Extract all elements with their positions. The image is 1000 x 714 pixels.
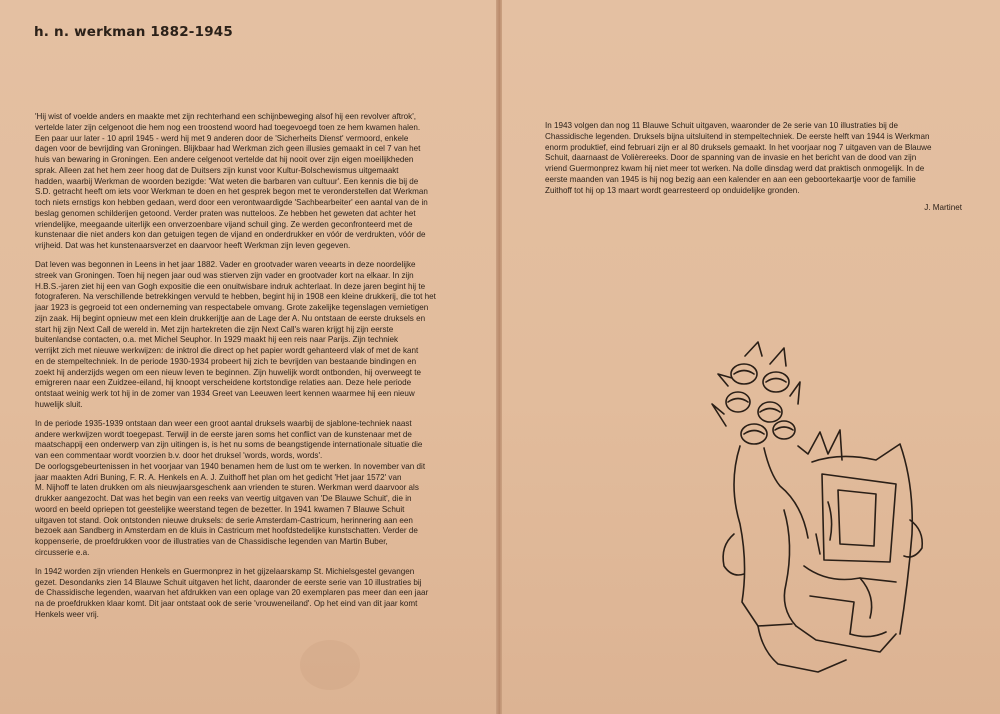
text-line: streek van Groningen. Toen hij negen jaar oud was stierven zijn vader en grootvader kort na elkaar. In zijn [35, 270, 414, 280]
text-line: vertelde later zijn celgenoot die hem nog een troostend woord had toegevoegd toen ze hem kwamen halen. [35, 122, 421, 132]
text-line: gezet. Desondanks zien 14 Blauwe Schuit uitgaven het licht, daaronder de eerste serie van 10 illustraties bij [35, 577, 422, 587]
text-line: In 1942 worden zijn vrienden Henkels en Guermonprez in het gijzelaarskamp St. Michielsgestel gevangen [35, 566, 415, 576]
text-line: verrijkt zich met nieuwe werkwijzen: de inktrol die direct op het papier wordt gehanteerd vlak of met de kant [35, 346, 419, 356]
text-line: De oorlogsgebeurtenissen in het voorjaar van 1940 benamen hem de lust om te werken. In november van dit [35, 461, 426, 471]
paragraph-early-life [35, 260, 467, 411]
text-line: In 1943 volgen dan nog 11 Blauwe Schuit uitgaven, waaronder de 2e serie van 10 illustraties bij de [545, 121, 899, 130]
text-line: vrijheid. Dat was het kunstenaarsverzet en daarvoor heeft Werkman zijn leven gegeven. [35, 241, 351, 250]
text-line: ontstaat weinig werk tot hij in de zomer van 1934 Greet van Leeuwen leert kennen waarmee hij een nieuw [35, 389, 415, 399]
text-line: Zuithoff tot hij op 13 maart wordt gearresteerd op onduidelijke gronden. [545, 185, 800, 195]
text-line: hadden, waarbij Werkman de woorden bezigde: 'Wat weten die barbaren van cultuur'. Een kennis die bij de [35, 176, 419, 186]
left-page [0, 0, 498, 714]
text-line: zoekt hij anderzijds wegen om een nieuw leven te beginnen. Zijn huwelijk wordt ontbonden, hij overweegt te [35, 367, 422, 377]
text-line: circusserie e.a. [35, 547, 90, 557]
text-line: andere werkwijzen wordt toegepast. Terwijl in de eerste jaren soms het conflict van de kunstenaar met de [35, 429, 412, 439]
text-line: toch niets ernstigs kon hebben gedaan, werd door een verontwaardigde 'Sachbearbeiter' een aantal van de in [35, 198, 428, 207]
text-line: enorm produktief, eind februari zijn er al 80 druksels gemaakt. In het voorjaar nog 7 uitgaven van de Blauwe [545, 142, 932, 152]
text-line: beslag genomen schilderijen getoond. Verder praten was nutteloos. Ze hebben het geweten dat achter het [35, 208, 416, 218]
text-line: de Chassidische legenden, waarvan het afdrukken van een oplage van 20 exemplaren pas meer dan een jaar [35, 588, 429, 598]
text-line: S.D. getracht heeft om iets voor Werkman te doen en het gesprek begon met te veronderstellen dat Werkman [35, 187, 428, 197]
text-line: zijn zaak. Hij begint opnieuw met een klein drukkerijtje aan de Lage der A. Nu ontstaan de eerste druksels en [35, 313, 426, 323]
paragraph-1942 [35, 567, 467, 621]
text-line: Een paar uur later - 10 april 1945 - werd hij met 9 anderen door de 'Sicherheits Dienst' vermoord, enkele [35, 133, 409, 143]
text-line: fotograferen. Na verschillende betrekkingen vervuld te hebben, begint hij in 1908 een kleine drukkerij, die tot het [35, 292, 436, 302]
text-line: Henkels weer vrij. [35, 609, 99, 619]
right-page [502, 0, 1000, 714]
text-line: Dat leven was begonnen in Leens in het jaar 1882. Vader en grootvader waren veearts in deze noordelijke [35, 260, 416, 270]
text-line: jaar maakten Adri Buning, F. R. A. Henkels en A. J. Zuithoff het plan om het gedicht 'Het jaar 1572' van [35, 472, 402, 482]
paragraph-war-years [35, 419, 467, 559]
text-line: uitgaven tot stand. Ook ontstonden nieuwe druksels: de serie Amsterdam-Castricum, herinnering aan een [35, 515, 413, 525]
text-line: 'Hij wist of voelde anders en maakte met zijn rechterhand een schijnbeweging alsof hij een revolver aftrok', [35, 112, 416, 121]
text-line: Chassidische legenden. Druksels bijna uitsluitend in stempeltechniek. De eerste helft van 1944 is Werkman [545, 131, 930, 141]
text-line: M. Nijhoff te laten drukken om als nieuwjaarsgeschenk aan vrienden te sturen. Werkman werd daarvoor als [35, 483, 419, 493]
text-line: vriend Guermonprez kwam hij niet meer tot werken. Na dolle dinsdag werd dat praktisch onmogelijk. In de [545, 164, 925, 173]
text-line: bezoek aan Sandberg in Amsterdam en de kluis in Castricum met hoofdstedelijke kunstschatten. Verder de [35, 526, 418, 536]
left-text-column [35, 112, 467, 629]
text-line: jaar 1923 is gegroeid tot een onderneming van respectabele omvang. Grote zakelijke tegenslagen vernietigen [35, 303, 429, 313]
text-line: kunstenaar die niet anders kon dan getuigen tegen de vijand en onderdrukker en vóór de verdrukten, vóór de [35, 230, 426, 240]
text-line: buitenlandse contacten, o.a. met Michel Seuphor. In 1929 maakt hij een reis naar Parijs. Zijn techniek [35, 335, 399, 345]
text-line: drukker aangezocht. Dat was het begin van een reeks van veertig uitgaven van 'De Blauwe Schuit', die in [35, 494, 412, 504]
text-line: In de periode 1935-1939 ontstaan dan weer een groot aantal druksels waarbij de sjablone-techniek naast [35, 418, 412, 428]
paragraph-1943-1945 [545, 121, 975, 196]
text-line: vriendelijke, meegaande uiterlijk een onverzoenbare vijand schuil ging. Ze werden geconfronteerd met de [35, 219, 413, 229]
text-line: sprak. Alleen zat het hem zeer hoog dat de Duitsers zijn kunst voor Kultur-Bolschewismus uitgemaakt [35, 165, 399, 175]
text-line: maatschappij een onderwerp van zijn uitingen is, is het nu soms de beangstigende internationale situatie die [35, 440, 423, 450]
text-line: dagen voor de bevrijding van Groningen. Blijkbaar had Werkman zich geen illusies gemaakt in cel 7 van het [35, 144, 421, 154]
text-line: woord en beeld opriepen tot geestelijke weerstand tegen de bezetter. In 1941 kwamen 7 Blauwe Schuit [35, 504, 405, 514]
right-text-column [545, 121, 975, 196]
line-drawing-illustration [700, 334, 940, 679]
page-title: h. n. werkman 1882-1945 [34, 24, 233, 40]
text-line: eerste maanden van 1945 is hij nog bezig aan een kalender en aan een geboortekaartje voor de familie [545, 174, 916, 184]
text-line: en de stempeltechniek. In de periode 1930-1934 probeert hij zich te bevrijden van bestaande bindingen en [35, 356, 417, 366]
text-line: emigreren naar een Zuidzee-eiland, hij knoopt verscheidene kortstondige relaties aan. Deze hele periode [35, 378, 412, 388]
author-signature: J. Martinet [924, 203, 962, 212]
text-line: huwelijk sluit. [35, 399, 83, 409]
text-line: van een commentaar wordt voorzien b.v. door het druksel 'words, words, words'. [35, 451, 323, 461]
flower-cluster [712, 342, 800, 444]
text-line: start hij zijn Next Call de wereld in. Met zijn hartekreten die zijn Next Call's waren krijgt hij zijn eerste [35, 324, 394, 334]
text-line: H.B.S.-jaren ziet hij een van Gogh expositie die een onuitwisbare indruk achterlaat. In deze jaren begint hij te [35, 281, 426, 291]
text-line: na de proefdrukken klaar komt. Dit jaar ontstaat ook de serie 'vrouweneiland'. Op het eind van dit jaar komt [35, 599, 418, 609]
text-line: huis van bewaring in Groningen. Een andere celgenoot vertelde dat hij nooit over zijn eigen moeilijkheden [35, 155, 414, 164]
text-line: koppenserie, de proefdrukken voor de illustraties van de Chassidische legenden van Martin Buber, [35, 537, 388, 547]
text-line: Schuit, daarnaast de Volièrereeks. Door de spanning van de invasie en het bericht van de dood van zijn [545, 153, 917, 163]
figure-body [723, 430, 922, 672]
paragraph-arrest [35, 112, 467, 252]
